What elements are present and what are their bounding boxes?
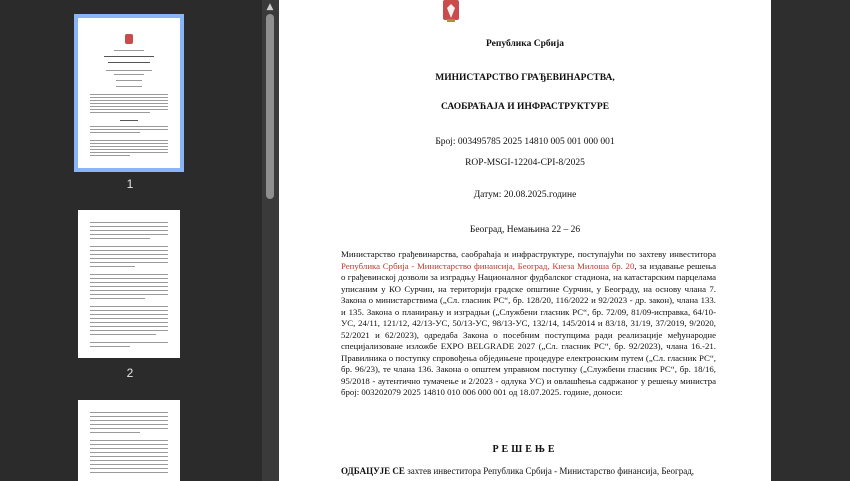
document-date: Датум: 20.08.2025.године <box>473 190 577 200</box>
thumbnail-page-3[interactable] <box>78 400 180 481</box>
viewer-background-right <box>771 0 850 481</box>
republic-heading: Република Србија <box>485 39 565 49</box>
ministry-heading-line2: САОБРАЋАЈА И ИНФРАСТРУКТУРЕ <box>440 102 610 112</box>
scrollbar-thumb[interactable] <box>266 14 274 199</box>
serbian-coat-of-arms-icon <box>441 0 461 24</box>
scroll-up-arrow-icon[interactable]: ▲ <box>266 2 274 12</box>
document-body-paragraph: Министарство грађевинарства, саобраћаја и инфраструктуре, поступајући по захтеву инвеститора Република Србија - Министарство финансија, Београд, Кнеза Милоша бр. 20, за издавање решења о грађевинској дозволи за изградњу Националног фудбалског стадиона, на катастарским парцелама уписаним у КО Сурчин, на територији градске општине Сурчин, у Београду, на основу члана 7. Закона о министарствима („Сл. гласник РС“, бр. 128/20, 116/2022 и 92/2023 - др. закон), члана 133. и 135. Закона о планирању и изградњи („Службени гласник РС“, бр. 72/09, 81/09-исправка, 64/10-УС, 24/11, 121/12, 42/13-УС, 50/13-УС, 98/13-УС, 132/14, 145/2014 и 83/18, 31/19, 37/2019, 9/2020, 52/2021 и 62/2023), одредаба Закона о посебним поступцима ради реализације међународне специјализоване изложбе EXPO BELGRADE 2027 („Сл. гласник РС“, бр. 92/2023), члана 16.-21. Правилника о поступку спровођења обједињене процедуре електронским путем („Сл. гласник РС“, бр. 96/23), те члана 136. Закона о општем управном поступку („Службени гласник РС“, бр. 18/16, 95/2018 - аутентично тумачење и 2/2023 - одлука УС) и овлашћења садржаног у решењу министра број: 003202079 2025 14810 010 006 000 001 од 18.07.2025. године, доноси: <box>341 249 716 397</box>
decision-first-line: ОДБАЦУЈЕ СЕ захтев инвеститора Република Србија - Министарство финансија, Београд, <box>341 466 695 476</box>
document-number: Број: 003495785 2025 14810 005 001 000 001 <box>435 137 615 147</box>
document-address: Београд, Немањина 22 – 26 <box>469 225 581 235</box>
investor-name: Република Србија - Министарство финансија, Београд, Кнеза Милоша бр. 20 <box>341 260 635 271</box>
thumbnail-page-2[interactable] <box>78 210 180 358</box>
thumbnail-sidebar <box>0 0 262 481</box>
document-page <box>279 0 771 481</box>
thumb-coat-of-arms <box>125 34 133 44</box>
ministry-heading-line1: МИНИСТАРСТВО ГРАЂЕВИНАРСТВА, <box>435 73 615 83</box>
decision-title: РЕШЕЊЕ <box>492 444 558 455</box>
rop-number: ROP-MSGI-12204-CPI-8/2025 <box>465 158 585 168</box>
thumbnail-page-number: 1 <box>126 177 134 191</box>
thumbnail-page-1[interactable] <box>78 18 180 168</box>
thumbnail-page-number: 2 <box>126 366 134 380</box>
